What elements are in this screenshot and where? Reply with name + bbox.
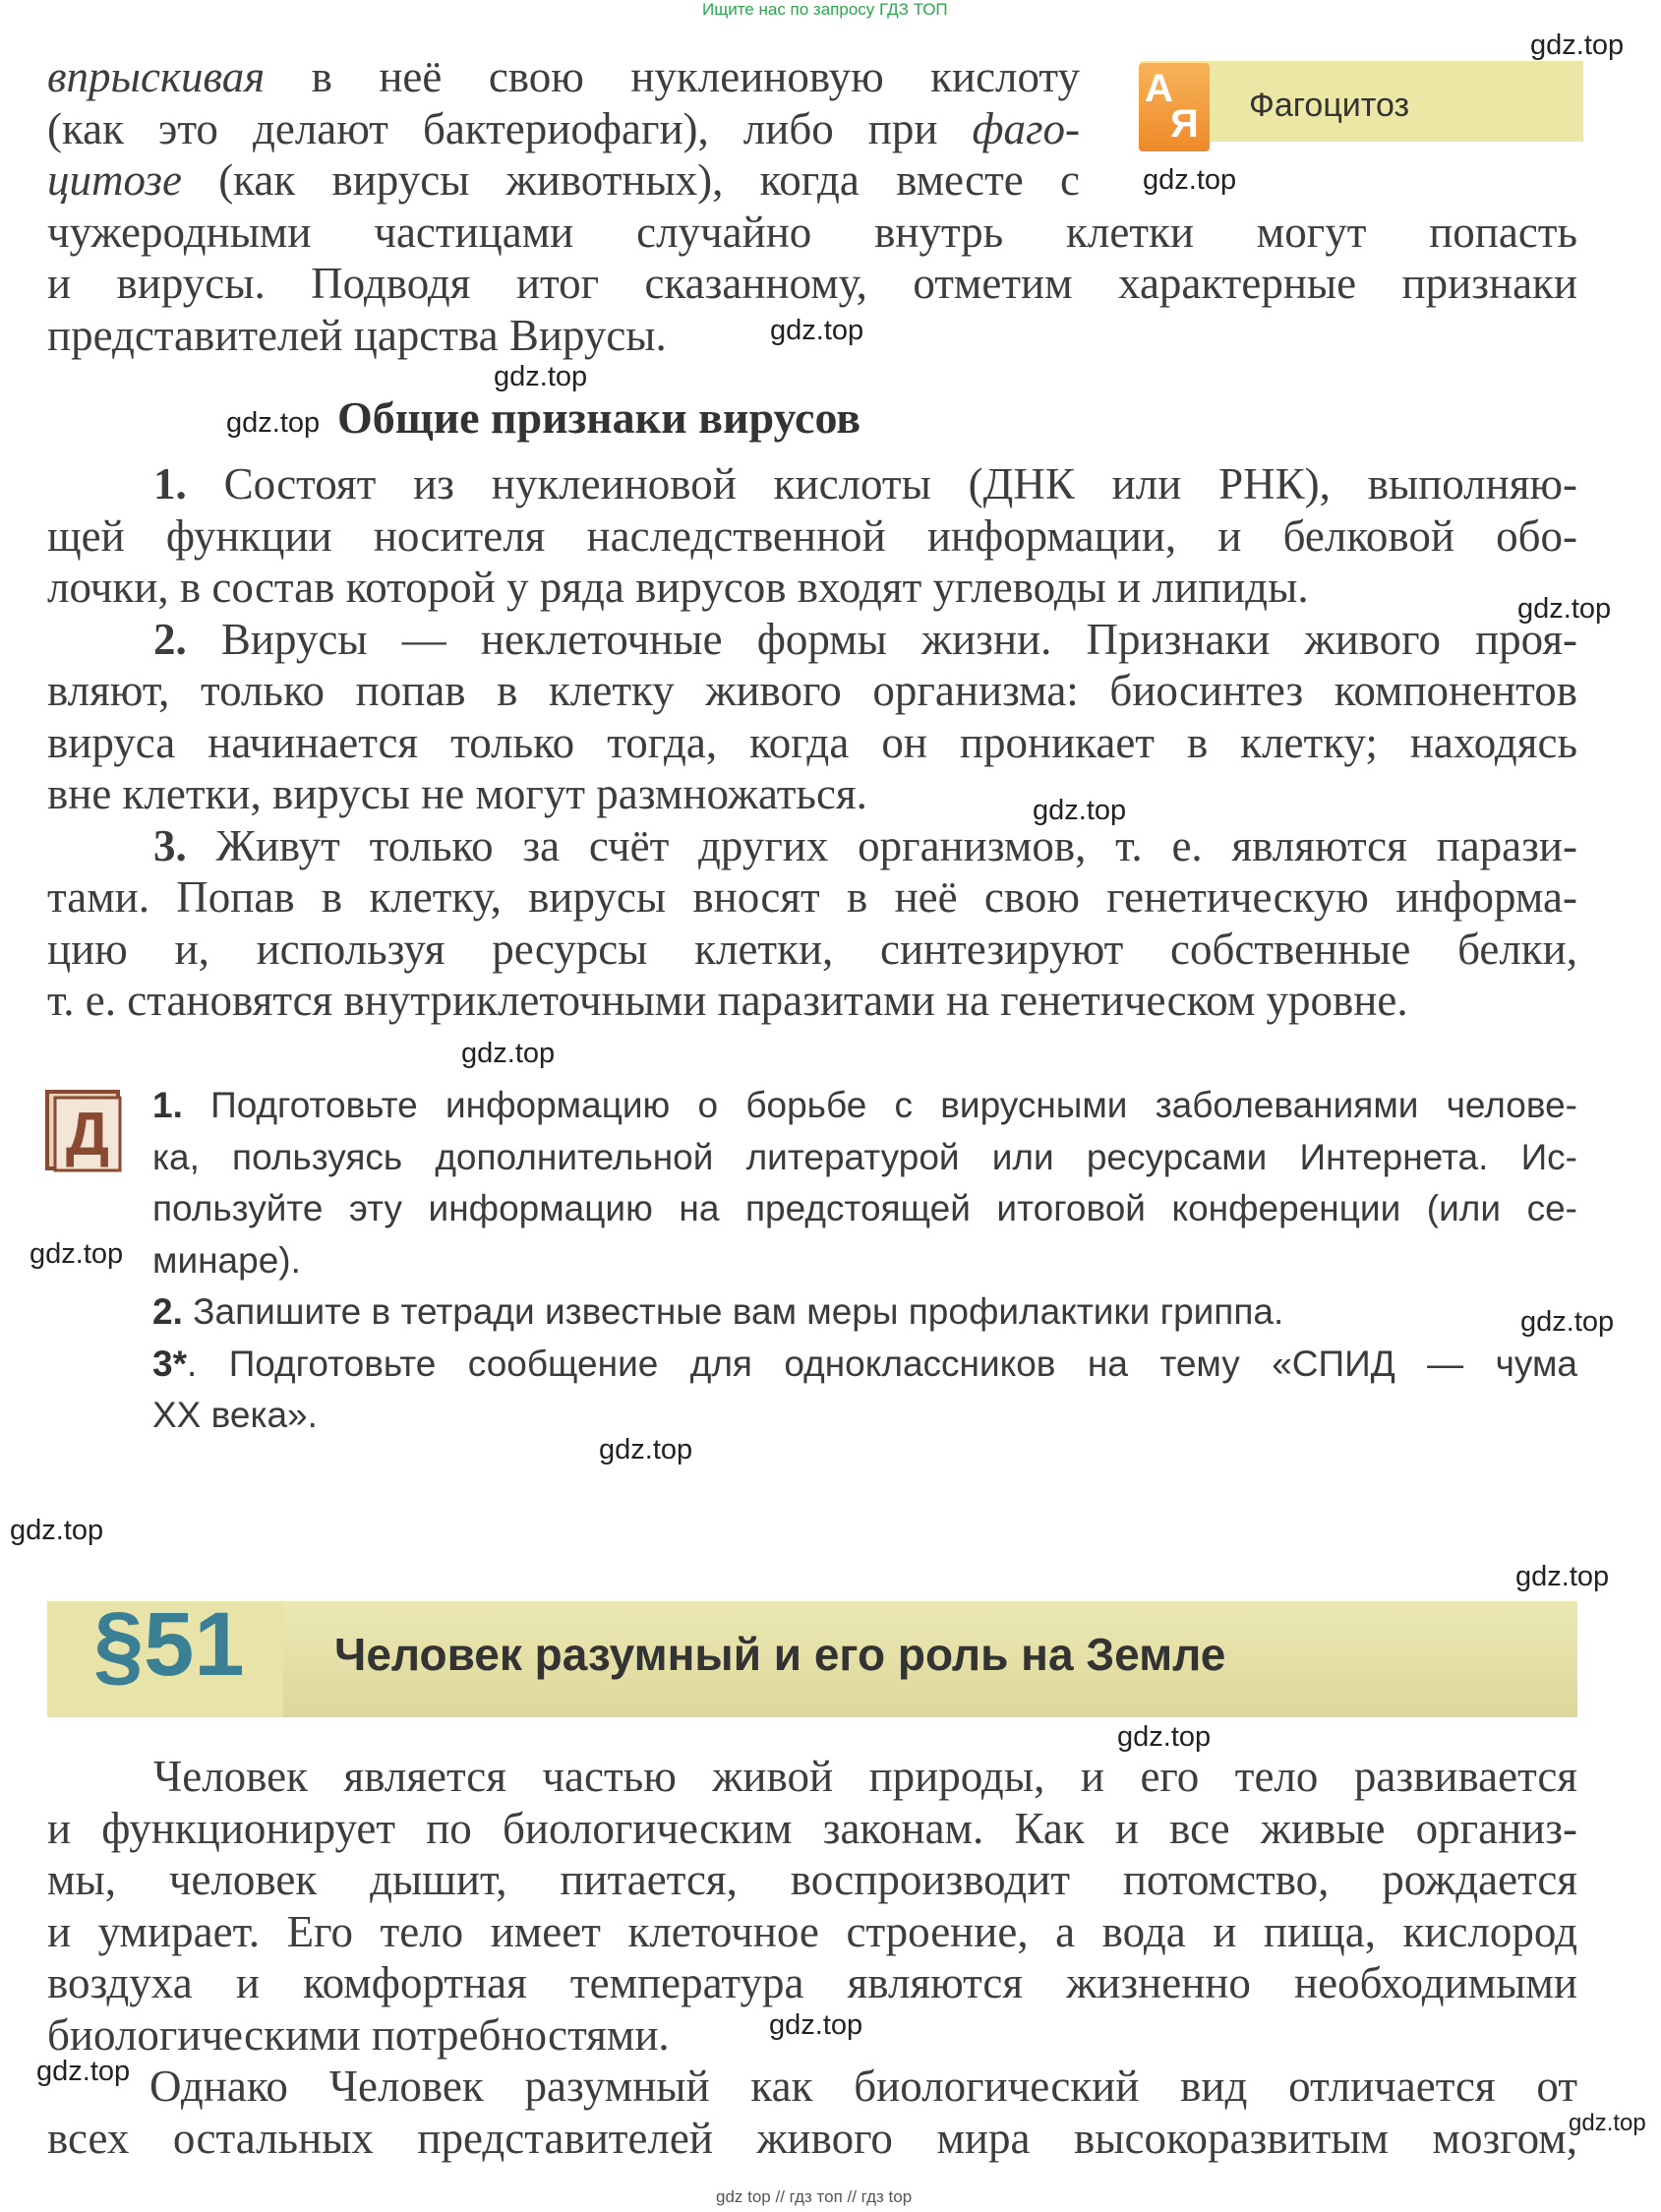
body-line: воздуха и комфортная температура являются жизненно необходимыми [47,1958,1577,2007]
task-text: . Подготовьте сообщение для одноклассников на тему «СПИД — чума [186,1343,1577,1384]
watermark: gdz.top [1515,1561,1610,1592]
task-text: Запишите в тетради известные вам меры профилактики гриппа. [193,1291,1284,1332]
task-line [152,1339,1577,1391]
feature-text: лочки, в состав которой у ряда вирусов входят углеводы и липиды. [47,563,1309,612]
task-line [152,1080,1577,1132]
intro-italic-term: цитозе [47,155,182,205]
intro-italic-term: фаго- [972,103,1080,153]
watermark: gdz.top [1517,593,1612,625]
feature-text: вляют, только попав в клетку живого организма: биосинтез компонентов [47,666,1577,715]
feature-line [47,717,1577,769]
watermark: gdz.top [36,2056,131,2087]
watermark: gdz.top [10,1515,104,1546]
top-banner: Ищите нас по запросу ГДЗ ТОП [702,0,948,19]
intro-line [47,154,1080,207]
feature-text: Состоят из нуклеиновой кислоты (ДНК или РНК), выполняю- [223,459,1577,508]
feature-text: щей функции носителя наследственной информации, и белковой обо- [47,510,1577,561]
watermark: gdz.top [769,2009,863,2041]
watermark: gdz.top [226,407,321,439]
feature-line [47,768,1577,820]
task-text: Подготовьте информацию о борьбе с вирусными заболеваниями челове- [210,1085,1577,1125]
feature-line [47,975,1577,1027]
watermark: gdz.top [1569,2110,1646,2136]
paragraph-number: §51 [93,1594,245,1695]
bottom-banner: gdz top // гдз топ // гдз top [716,2187,913,2206]
feature-text: тами. Попав в клетку, вирусы вносят в неё свою генетическую информа- [47,872,1577,922]
task-line [152,1183,1577,1235]
body-line: мы, человек дышит, питается, воспроизводит потомство, рождается [47,1855,1577,1904]
tasks-d-letter: Д [65,1101,110,1168]
watermark: gdz.top [1143,164,1237,196]
icon-letter-a: А [1145,67,1173,110]
feature-number: 2. [153,614,187,664]
intro-text: (как вирусы животных), когда вместе с [181,155,1080,205]
task-line [152,1390,1577,1442]
feature-line [47,871,1577,924]
task-text: XX века». [152,1395,318,1435]
task-line [152,1132,1577,1184]
tasks-list [152,1080,1577,1442]
task-number: 2. [152,1291,183,1332]
watermark: gdz.top [30,1238,124,1270]
intro-line [47,258,1577,310]
feature-line [47,614,1577,666]
task-number: 1. [152,1085,183,1125]
feature-number: 3. [153,820,187,870]
intro-block-narrow [47,51,1080,207]
intro-text: представителей царства Вирусы. [47,310,667,360]
glossary-term-label: Фагоцитоз [1249,87,1410,124]
watermark: gdz.top [1033,795,1127,826]
feature-line [47,510,1577,563]
tasks-d-icon [45,1090,124,1172]
body-line: биологическими потребностями. [47,2009,670,2060]
watermark: gdz.top [1117,1721,1212,1753]
watermark: gdz.top [1520,1306,1615,1338]
task-line [152,1235,1577,1287]
task-star: * [172,1343,187,1384]
task-line [152,1286,1577,1339]
task-text: минаре). [152,1239,301,1281]
feature-text: вируса начинается только тогда, когда он проникает в клетку; находясь [47,717,1577,767]
section-heading: Общие признаки вирусов [337,392,861,443]
task-number: 3 [152,1343,173,1384]
task-text: пользуйте эту информацию на предстоящей итоговой конференции (или се- [152,1188,1577,1228]
feature-text: цию и, используя ресурсы клетки, синтезируют собственные белки, [47,924,1577,974]
body-text [47,1751,1577,2164]
feature-text: т. е. становятся внутриклеточными паразитами на генетическом уровне. [47,976,1408,1025]
body-line: и функционирует по биологическим законам. Как и все живые организ- [47,1803,1577,1853]
feature-text: вне клетки, вирусы не могут размножаться. [47,769,867,818]
body-line: и умирает. Его тело имеет клеточное строение, а вода и пища, кислород [47,1906,1577,1956]
intro-line [47,51,1080,103]
feature-text: Вирусы — неклеточные формы жизни. Признаки живого проя- [220,614,1577,664]
body-line: Человек является частью живой природы, и его тело развивается [153,1752,1577,1801]
glossary-az-icon [1139,63,1210,151]
feature-line [47,458,1577,510]
intro-line [47,207,1577,259]
feature-line [47,665,1577,717]
intro-text: в неё свою нуклеиновую кислоту [265,52,1080,101]
intro-text: (как это делают бактериофаги), либо при [47,103,973,153]
feature-line [47,562,1577,614]
feature-number: 1. [153,459,187,508]
feature-line [47,820,1577,872]
icon-letter-ya: Я [1170,102,1199,146]
paragraph-title: Человек разумный и его роль на Земле [334,1629,1226,1680]
intro-italic-term: впрыскивая [47,52,266,101]
feature-line [47,924,1577,976]
watermark: gdz.top [1530,30,1625,61]
task-text: ка, пользуясь дополнительной литературой или ресурсами Интернета. Ис- [152,1136,1577,1177]
body-line: всех остальных представителей живого мира высокоразвитым мозгом, [47,2113,1577,2163]
intro-text: и вирусы. Подводя итог сказанному, отметим характерные признаки [47,259,1577,308]
features-list [47,458,1577,1027]
intro-text: чужеродными частицами случайно внутрь клетки могут попасть [47,207,1577,257]
watermark: gdz.top [494,361,588,392]
body-line: Однако Человек разумный как биологический вид отличается от [149,2062,1577,2111]
watermark: gdz.top [599,1434,693,1465]
intro-line [47,103,1080,155]
watermark: gdz.top [461,1038,556,1069]
watermark: gdz.top [770,315,864,346]
feature-text: Живут только за счёт других организмов, т. е. являются парази- [215,820,1577,870]
